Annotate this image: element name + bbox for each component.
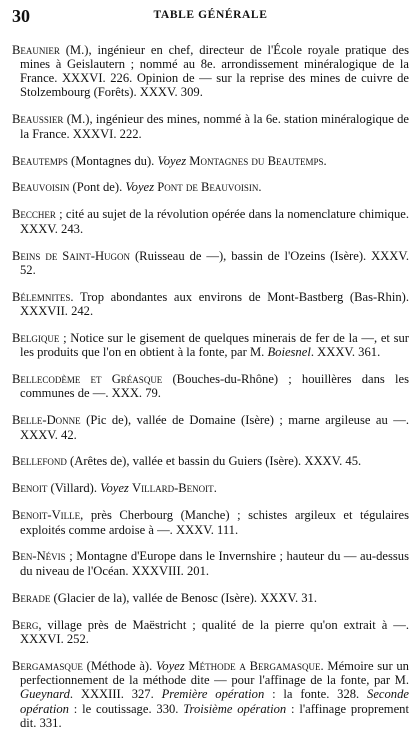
entry-text: (Méthode à). (82, 658, 156, 673)
index-entry (12, 481, 409, 495)
index-entry (12, 549, 409, 578)
entry-italic-text: Première opération (161, 687, 265, 702)
index-entry (12, 249, 409, 278)
entry-text: : l'affinage proprement dit. 331. (20, 701, 409, 730)
entry-cross-reference: Pont de Beauvoisin (157, 180, 259, 195)
entry-cross-reference: Villard-Benoit (132, 481, 214, 496)
entry-text: (Villard). (47, 481, 101, 496)
entry-text: . (213, 481, 217, 496)
entry-text: . Mémoire sur un perfectionnement de la méthode dite — pour l'affinage de la fonte, par M. (20, 658, 409, 687)
entry-italic-text: Boiesnel (267, 345, 311, 360)
entry-headword: Beaussier (12, 112, 64, 127)
entry-text: (Arêtes de), vallée et bassin du Guiers (Isère). XXXV. 45. (66, 454, 362, 469)
running-title: TABLE GÉNÉRALE (153, 9, 268, 21)
entry-headword: Benoit (12, 481, 48, 496)
index-entry (12, 180, 409, 194)
entry-text: (M.), ingénieur des mines, nommé à la 6e. station minéralogique de la France. XXXVI. 222. (20, 112, 409, 141)
index-entry (12, 591, 409, 605)
entry-cross-reference: Méthode a Bergamasque (188, 658, 321, 673)
entry-text: . XXXV. 361. (310, 345, 381, 360)
index-entry (12, 454, 409, 468)
entry-cross-reference: Montagnes du Beautemps (189, 153, 324, 168)
entry-headword: Berg (12, 617, 39, 632)
entry-text: (Glacier de la), vallée de Benosc (Isère). XXXV. 31. (50, 590, 317, 605)
entry-text: , village près de Maëstricht ; qualité de la pierre qu'on extrait à —. XXXVI. 252. (20, 617, 409, 646)
entry-headword: Beauvoisin (12, 180, 70, 195)
entry-headword: Berade (12, 590, 51, 605)
entry-headword: Bellefond (12, 454, 67, 469)
entry-text: . Trop abondantes aux environs de Mont-Bastberg (Bas-Rhin). XXXVII. 242. (20, 289, 409, 319)
entry-text: . (323, 153, 327, 168)
entry-text: . XXXIII. 327. (69, 687, 162, 702)
index-entry (12, 508, 409, 537)
index-entry (12, 618, 409, 647)
index-entries (12, 30, 409, 732)
entry-headword: Ben-Névis (12, 549, 66, 564)
entry-headword: Beaunier (12, 42, 60, 57)
entry-italic-text: Seconde opération (20, 687, 409, 716)
index-entry (12, 372, 409, 401)
entry-italic-text: Voyez (100, 481, 129, 496)
entry-headword: Bélemnites (12, 289, 71, 304)
entry-text: : la fonte. 328. (264, 687, 368, 702)
entry-headword: Belgique (12, 330, 60, 345)
entry-headword: Beautemps (12, 153, 68, 168)
entry-text: ; Notice sur le gisement de quelques minerais de fer de la —, et sur les produits que l'on en obtient à la fonte, par M. (20, 330, 409, 360)
entry-text: ; Montagne d'Europe dans le Invernshire ; hauteur du — au-dessus du niveau de l'Océan. XXXVIII. 201. (20, 549, 409, 578)
entry-headword: Belle-Donne (12, 413, 81, 428)
index-entry (12, 413, 409, 442)
index-entry (12, 43, 409, 100)
entry-text: (Pont de). (69, 180, 126, 195)
index-entry (12, 331, 409, 360)
entry-italic-text: Gueynard (20, 687, 70, 702)
entry-headword: Beccher (12, 207, 56, 222)
entry-text: : le coutissage. 330. (68, 701, 184, 716)
index-entry (12, 659, 409, 730)
entry-text: . (258, 180, 262, 195)
entry-headword: Bergamasque (12, 658, 83, 673)
entry-text: (Montagnes du). (67, 153, 158, 168)
entry-headword: Bellecodème et Gréasque (12, 372, 163, 387)
entry-text: (M.), ingénieur en chef, directeur de l'École royale pratique des mines à Geislautern ; nommé au 8e. arrondissement minéralogique de la France. XXXVI. 226. Opinion de — sur la reprise des mines de cuivre de Stolzembourg (Forêts). XXXV. 309. (20, 42, 409, 100)
page-header (12, 6, 409, 28)
entry-italic-text: Voyez (156, 658, 185, 673)
entry-text: ; cité au sujet de la révolution opérée dans la nomenclature chimique. XXXV. 243. (20, 207, 409, 236)
entry-headword: Benoit-Ville (12, 508, 81, 523)
entry-text: (Ruisseau de —), bassin de l'Ozeins (Isère). XXXV. 52. (20, 248, 409, 277)
index-entry (12, 207, 409, 236)
entry-italic-text: Troisième opération (183, 701, 287, 716)
entry-headword: Beins de Saint-Hugon (12, 248, 131, 263)
page-number: 30 (12, 6, 30, 26)
index-entry (12, 154, 409, 168)
entry-italic-text: Voyez (125, 180, 155, 195)
entry-italic-text: Voyez (157, 153, 187, 168)
entry-text: (Bouches-du-Rhône) ; houillères dans les communes de —. XXX. 79. (20, 372, 409, 401)
entry-text: , près Cherbourg (Manche) ; schistes argileux et tégulaires exploités comme ardoise à —. XXXV. 111. (20, 508, 409, 537)
index-entry (12, 290, 409, 319)
entry-text: (Pic de), vallée de Domaine (Isère) ; marne argileuse au —. XXXV. 42. (20, 413, 409, 442)
index-entry (12, 112, 409, 141)
